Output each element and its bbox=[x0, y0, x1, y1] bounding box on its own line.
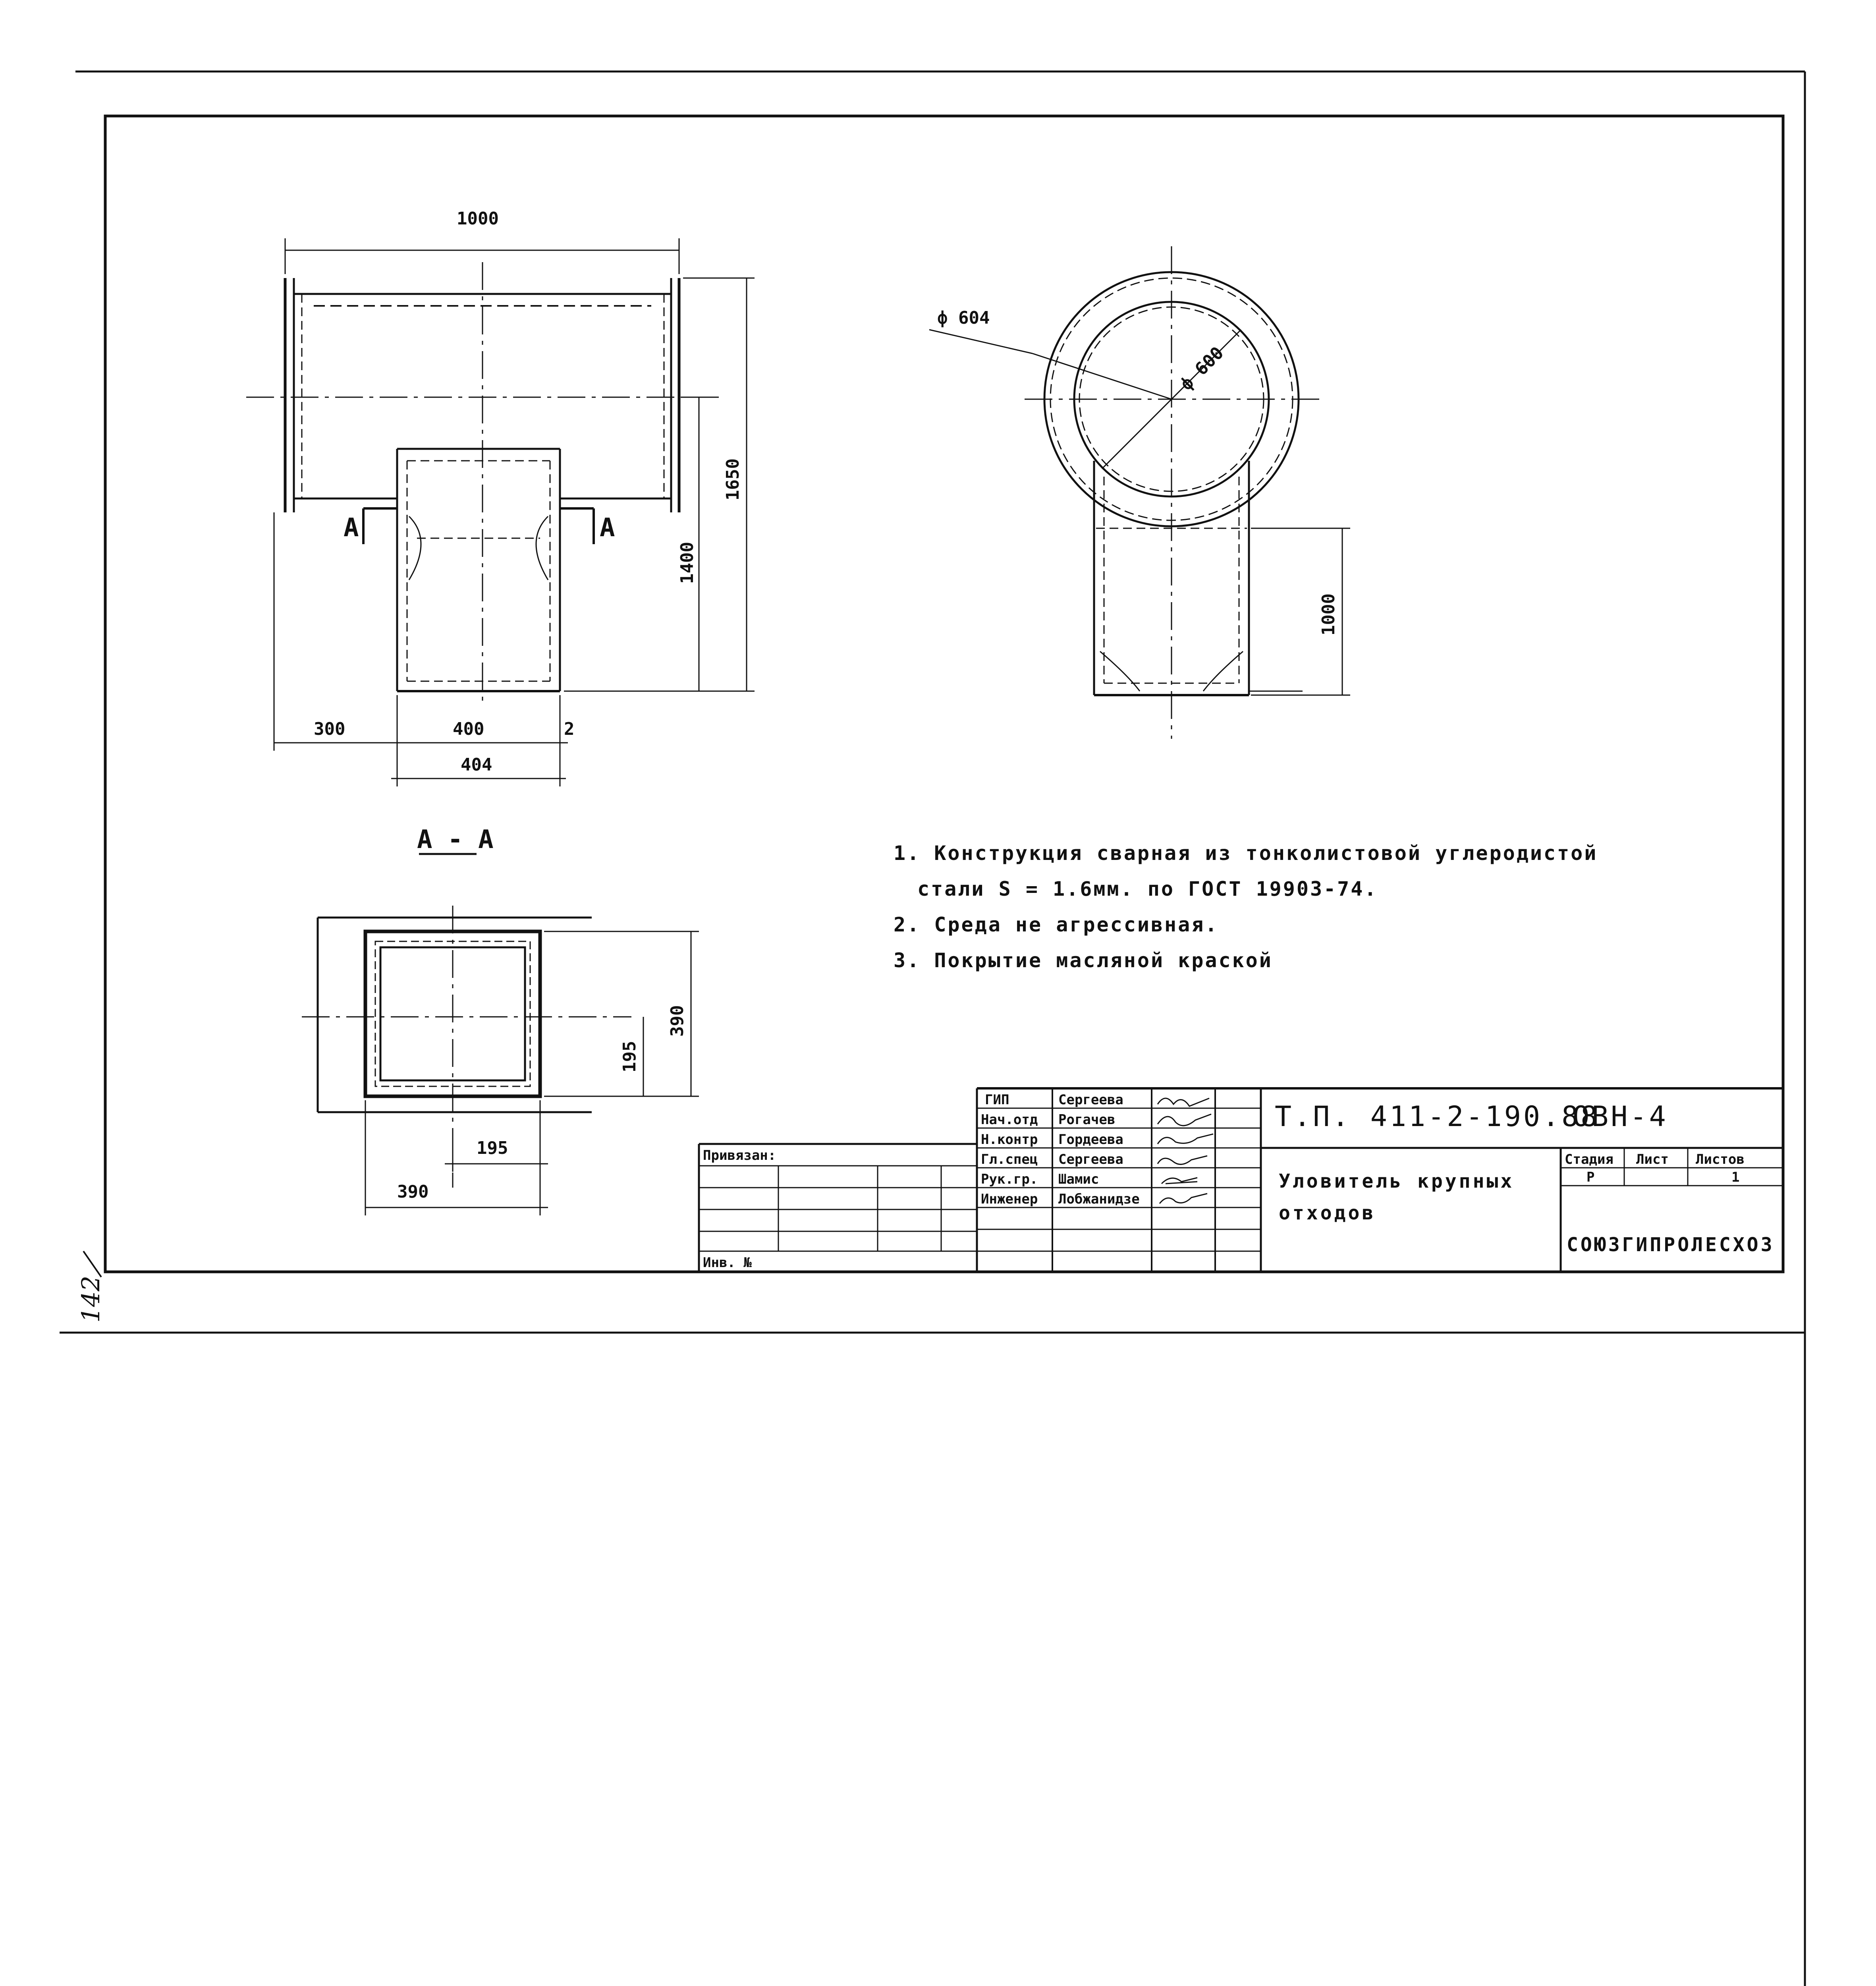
inventory-label: Инв. № bbox=[703, 1255, 752, 1271]
organization: СОЮЗГИПРОЛЕСХОЗ bbox=[1567, 1234, 1775, 1256]
section-view bbox=[302, 854, 699, 1215]
note-line-3: 2. Среда не агрессивная. bbox=[894, 913, 1219, 936]
project-code: Т.П. 411-2-190.88 bbox=[1275, 1100, 1600, 1133]
side-view bbox=[929, 246, 1350, 739]
sheet-code: ОВН-4 bbox=[1573, 1100, 1668, 1133]
dim-branch-width: 400 bbox=[453, 719, 484, 739]
staff-role-6: Инженер bbox=[981, 1191, 1038, 1207]
side-view-dimension-text bbox=[937, 308, 1339, 636]
side-handwritten-mark bbox=[83, 1251, 101, 1277]
note-line-4: 3. Покрытие масляной краской bbox=[894, 949, 1273, 972]
stage-header: Стадия bbox=[1565, 1151, 1614, 1167]
staff-name-4: Сергеева bbox=[1058, 1151, 1123, 1167]
dim-section-half-height: 195 bbox=[620, 1041, 640, 1072]
dim-inner-diameter: ф 600 bbox=[1176, 343, 1228, 394]
dim-branch-outer: 404 bbox=[461, 755, 492, 775]
staff-name-2: Рогачев bbox=[1058, 1112, 1116, 1128]
front-view bbox=[246, 238, 755, 786]
section-text bbox=[397, 825, 687, 1202]
dim-top-width: 1000 bbox=[457, 209, 499, 229]
dim-outer-diameter: ф 604 bbox=[937, 308, 990, 328]
drawing-title-line-1: Уловитель крупных bbox=[1279, 1170, 1515, 1192]
section-mark-left: A bbox=[344, 513, 359, 543]
staff-role-1: ГИП bbox=[985, 1092, 1009, 1108]
dim-section-height: 390 bbox=[667, 1005, 687, 1037]
note-line-2: стали S = 1.6мм. по ГОСТ 19903-74. bbox=[917, 877, 1378, 900]
staff-role-5: Рук.гр. bbox=[981, 1171, 1038, 1187]
dim-left-offset: 300 bbox=[314, 719, 345, 739]
title-block-text bbox=[703, 1092, 1774, 1271]
dim-height-branch: 1400 bbox=[677, 542, 697, 584]
drawing-frame bbox=[105, 116, 1783, 1272]
dim-height-total: 1650 bbox=[723, 458, 743, 500]
sheet-header: Лист bbox=[1636, 1151, 1669, 1167]
dim-section-half-width: 195 bbox=[477, 1138, 508, 1158]
binding-label: Привязан: bbox=[703, 1148, 776, 1163]
section-title: А - А bbox=[417, 825, 494, 854]
staff-name-6: Лобжанидзе bbox=[1058, 1191, 1140, 1207]
drawing-title-line-2: отходов bbox=[1279, 1202, 1376, 1224]
general-notes bbox=[894, 842, 1598, 972]
note-line-1: 1. Конструкция сварная из тонколистовой углеродистой bbox=[894, 842, 1598, 865]
staff-name-1: Сергеева bbox=[1058, 1092, 1123, 1108]
staff-name-5: Шамис bbox=[1058, 1171, 1099, 1187]
staff-role-4: Гл.спец bbox=[981, 1151, 1038, 1167]
dim-section-width: 390 bbox=[397, 1182, 429, 1202]
staff-role-2: Нач.отд bbox=[981, 1112, 1038, 1128]
staff-role-3: Н.контр bbox=[981, 1132, 1038, 1148]
sheets-header: Листов bbox=[1696, 1151, 1745, 1167]
sheets-value: 1 bbox=[1731, 1169, 1740, 1185]
section-mark-right: A bbox=[600, 513, 615, 543]
dim-small-gap: 2 bbox=[564, 719, 575, 739]
dim-branch-height: 1000 bbox=[1318, 593, 1339, 636]
sheet-borders bbox=[60, 71, 1805, 1986]
side-handwritten-number: 142 bbox=[76, 1275, 105, 1323]
staff-name-3: Гордеева bbox=[1058, 1132, 1123, 1148]
stage-value: Р bbox=[1586, 1169, 1595, 1185]
